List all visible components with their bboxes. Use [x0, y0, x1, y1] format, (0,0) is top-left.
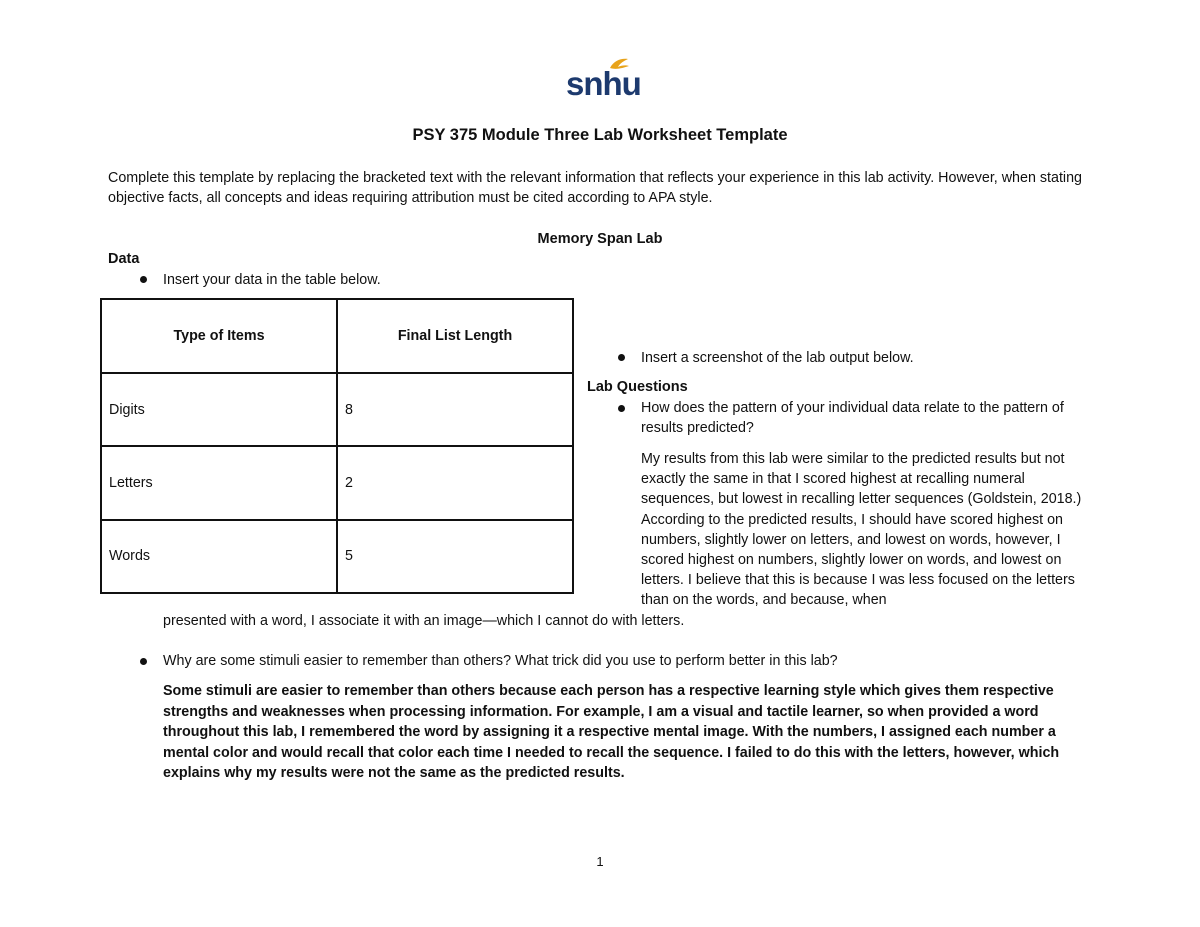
table-header-row: [101, 299, 573, 373]
data-bullet-text: Insert your data in the table below.: [163, 272, 381, 288]
bullet-icon: [618, 354, 625, 361]
question-2-text: Why are some stimuli easier to remember than others? What trick did you use to perform better in this lab?: [163, 653, 838, 669]
question-1-text: How does the pattern of your individual data relate to the pattern of results predicted?: [641, 400, 1064, 437]
table-row: [101, 446, 573, 519]
document-title: PSY 375 Module Three Lab Worksheet Template: [412, 126, 788, 144]
lab-questions-heading: Lab Questions: [587, 379, 688, 395]
answer-1-text: My results from this lab were similar to the predicted results but not exactly the same in that I scored highest at recalling numeral sequences, but lowest in recalling letter sequences (Goldstein, 2018.) According to the predicted results, I should have scored highest on numbers, slightly lower on letters, and lowest on words, however, I scored highest on numbers, slightly lower on words, and lowest on letters. I believe that this is because I was less focused on the letters than on the words, and because, when: [641, 451, 1082, 609]
table-cell: Digits: [101, 373, 337, 446]
answer-1-continuation: presented with a word, I associate it with an image—which I cannot do with letters.: [163, 613, 685, 629]
table-cell: Words: [101, 520, 337, 593]
bullet-icon: [140, 658, 147, 665]
page-number: 1: [596, 854, 604, 869]
table-cell: 8: [337, 373, 573, 446]
table-cell: 5: [337, 520, 573, 593]
table-row: [101, 520, 573, 593]
logo-text: snhu: [566, 65, 641, 102]
table-header: Final List Length: [337, 299, 573, 373]
table-cell: Letters: [101, 446, 337, 519]
table-header: Type of Items: [101, 299, 337, 373]
bullet-icon: [140, 276, 147, 283]
screenshot-bullet-text: Insert a screenshot of the lab output below.: [641, 350, 914, 366]
data-table: [100, 298, 574, 594]
bullet-icon: [618, 405, 625, 412]
data-heading: Data: [108, 251, 140, 267]
intro-paragraph: Complete this template by replacing the bracketed text with the relevant information that reflects your experience in this lab activity. However, when stating objective facts, all concepts and ideas requiring attribution must be cited according to APA style.: [108, 170, 1083, 207]
section-title: Memory Span Lab: [537, 231, 663, 247]
table-cell: 2: [337, 446, 573, 519]
answer-2-text: Some stimuli are easier to remember than others because each person has a respective learning style which gives them respective strengths and weaknesses when processing information. For example, I am a visual and tactile learner, so when provided a word throughout this lab, I remembered the word by assigning it a respective mental image. With the numbers, I assigned each number a mental color and would recall that color each time I needed to recall the sequence. I failed to do this with the letters, however, which explains why my results were not the same as the predicted results.: [163, 683, 1060, 782]
table-row: [101, 373, 573, 446]
snhu-logo: [566, 56, 641, 104]
